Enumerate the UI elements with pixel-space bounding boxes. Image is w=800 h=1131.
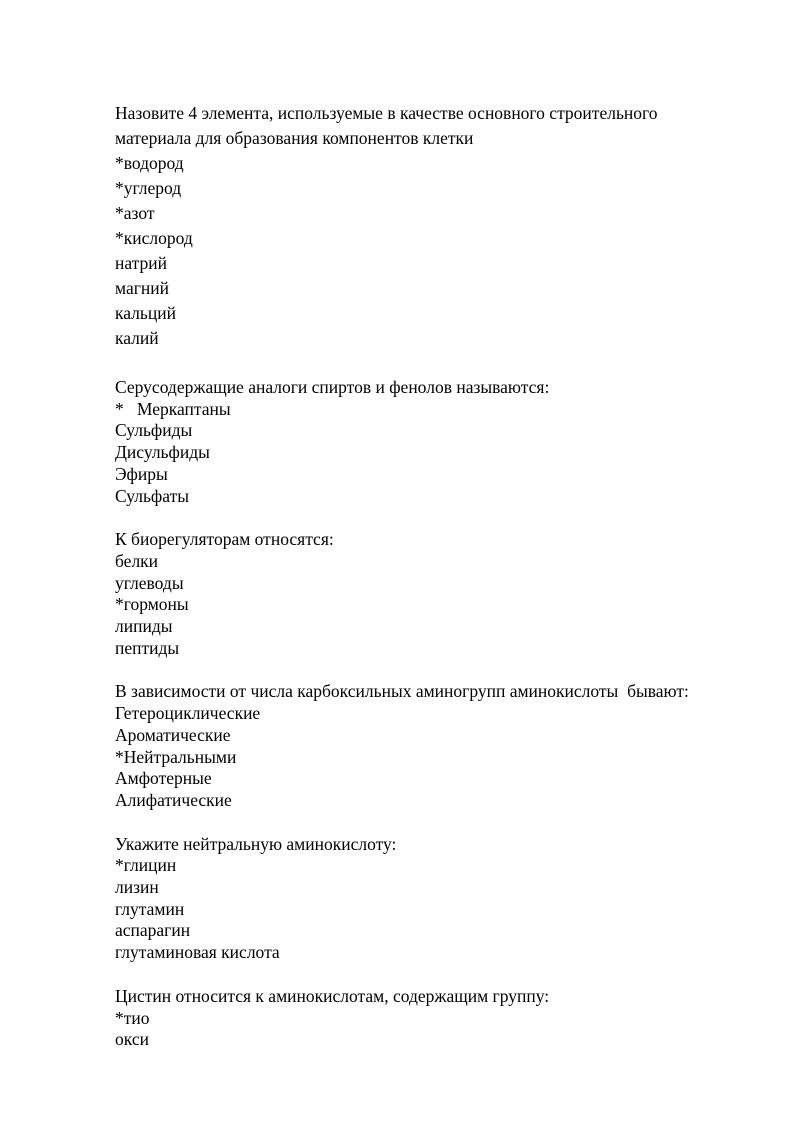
question-text: Серусодержащие аналоги спиртов и фенолов называются:	[115, 377, 550, 397]
document-content	[115, 101, 745, 1051]
answer-option: *углерод	[115, 178, 182, 198]
answer-option: пептиды	[115, 637, 180, 658]
question-text: В зависимости от числа карбоксильных аминогрупп аминокислоты бывают:	[115, 681, 689, 702]
question-block	[115, 681, 745, 811]
question-text: материала для образования компонентов клетки	[115, 128, 474, 148]
answer-option: натрий	[115, 253, 168, 273]
answer-option: Гетероциклические	[115, 703, 261, 724]
answer-option: *кислород	[115, 228, 193, 248]
answer-option: *азот	[115, 203, 155, 223]
answer-option: глутаминовая кислота	[115, 942, 280, 963]
answer-option: Алифатические	[115, 789, 232, 810]
answer-option: белки	[115, 550, 159, 571]
answer-option: Амфотерные	[115, 768, 212, 789]
answer-option: калий	[115, 328, 159, 348]
answer-option: лизин	[115, 877, 159, 898]
answer-option: аспарагин	[115, 920, 191, 941]
question-block	[115, 529, 745, 659]
question-block	[115, 101, 745, 351]
answer-option: *Нейтральными	[115, 746, 237, 767]
question-block	[115, 377, 745, 507]
question-text: К биорегуляторам относятся:	[115, 529, 334, 550]
answer-option: Эфиры	[115, 463, 168, 484]
answer-option: кальций	[115, 303, 176, 323]
question-block	[115, 834, 745, 964]
answer-option: глутамин	[115, 898, 185, 919]
question-block	[115, 986, 745, 1051]
answer-option: *тио	[115, 1007, 150, 1028]
question-text: Цистин относится к аминокислотам, содержащим группу:	[115, 985, 550, 1006]
question-text: Укажите нейтральную аминокислоту:	[115, 833, 397, 854]
answer-option: Сульфаты	[115, 485, 189, 506]
answer-option: липиды	[115, 616, 173, 637]
question-text: Назовите 4 элемента, используемые в качестве основного строительного	[115, 103, 658, 123]
answer-option: Ароматические	[115, 724, 231, 745]
answer-option: * Меркаптаны	[115, 398, 231, 419]
answer-option: *гормоны	[115, 594, 189, 615]
answer-option: Дисульфиды	[115, 442, 210, 463]
answer-option: *водород	[115, 153, 184, 173]
answer-option: углеводы	[115, 572, 184, 593]
answer-option: *глицин	[115, 855, 177, 876]
answer-option: магний	[115, 278, 169, 298]
answer-option: окси	[115, 1029, 149, 1050]
answer-option: Сульфиды	[115, 420, 193, 441]
